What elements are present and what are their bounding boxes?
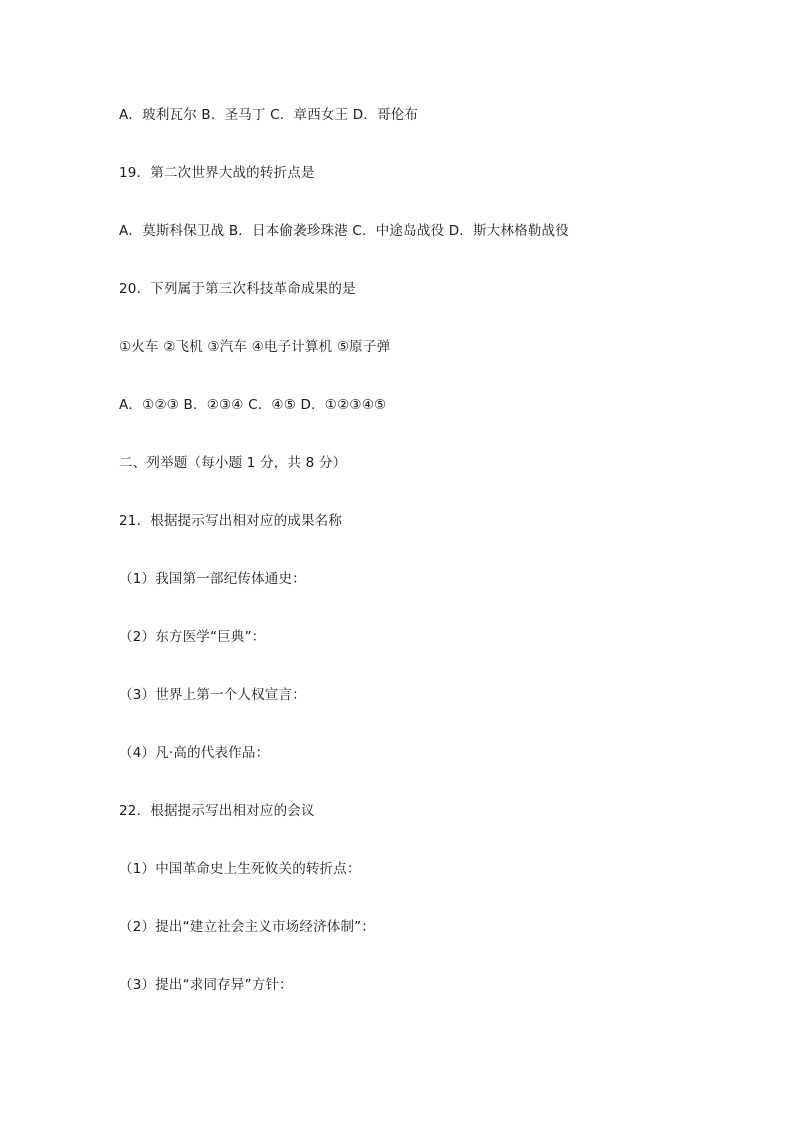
q20-items: ①火车 ②飞机 ③汽车 ④电子计算机 ⑤原子弹 [119,339,391,355]
q22-sub-3: （3）提出“求同存异”方针： [119,977,293,993]
q21-sub-4: （4）凡·高的代表作品： [119,745,270,761]
q18-options: A．玻利瓦尔 B．圣马丁 C．章西女王 D．哥伦布 [119,107,419,123]
q20-options: A．①②③ B．②③④ C．④⑤ D．①②③④⑤ [119,397,387,413]
q19-options: A．莫斯科保卫战 B．日本偷袭珍珠港 C．中途岛战役 D．斯大林格勒战役 [119,223,569,239]
q21-sub-3: （3）世界上第一个人权宣言： [119,687,306,703]
q21-sub-2: （2）东方医学“巨典”： [119,629,266,645]
q21-question: 21．根据提示写出相对应的成果名称 [119,513,343,529]
q20-question: 20．下列属于第三次科技革命成果的是 [119,281,356,297]
q21-sub-1: （1）我国第一部纪传体通史： [119,571,306,587]
section-heading: 二、列举题（每小题 1 分，共 8 分） [119,455,347,471]
q19-question: 19．第二次世界大战的转折点是 [119,165,315,181]
q22-sub-2: （2）提出“建立社会主义市场经济体制”： [119,919,376,935]
q22-sub-1: （1）中国革命史上生死攸关的转折点： [119,861,361,877]
q22-question: 22．根据提示写出相对应的会议 [119,803,315,819]
